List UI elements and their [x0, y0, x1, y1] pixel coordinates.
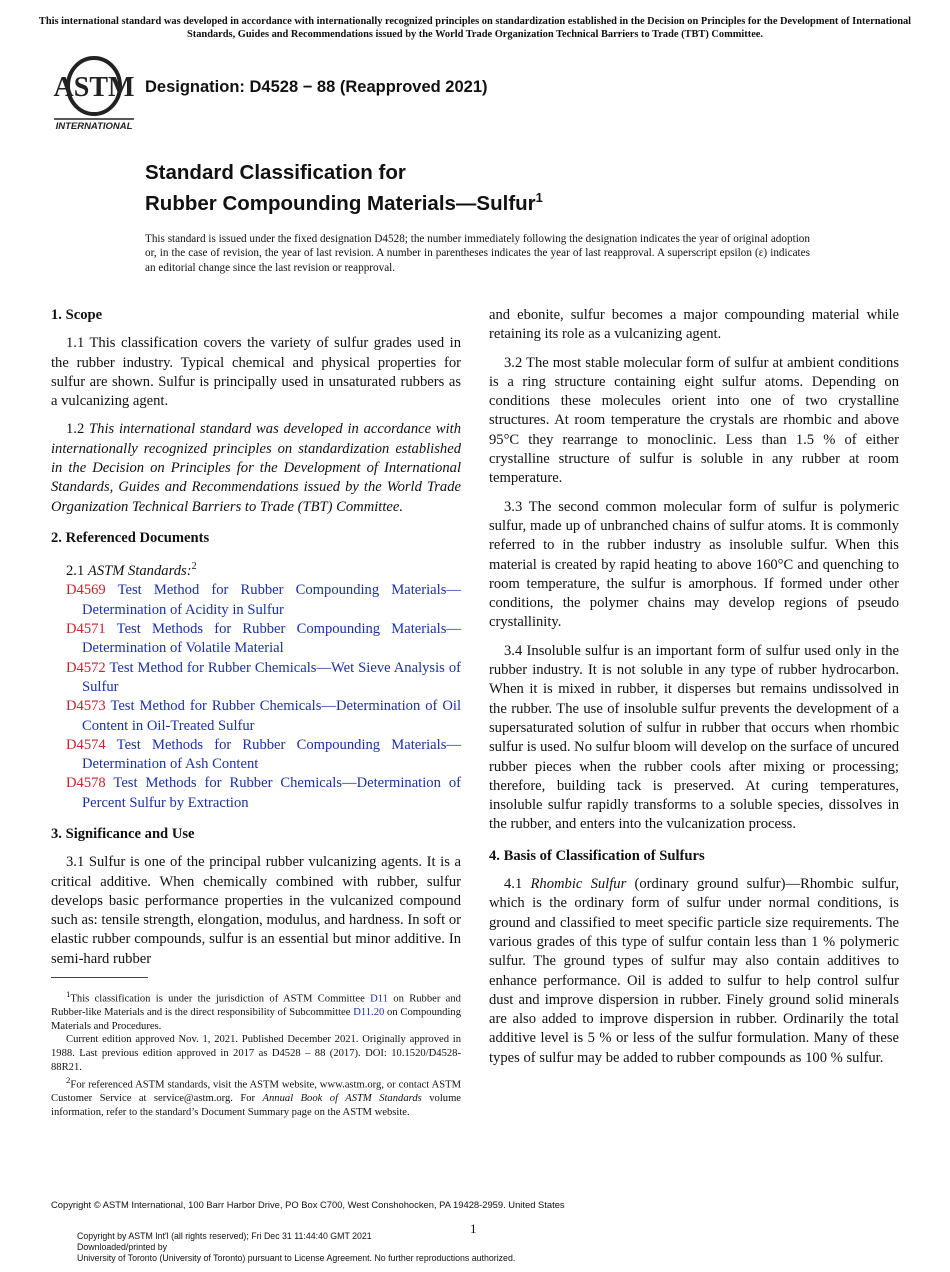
reference-item — [51, 774, 461, 813]
reference-title-link[interactable]: Test Methods for Rubber Chemicals—Determination of Percent Sulfur by Extraction — [82, 775, 461, 811]
reference-title-link[interactable]: Test Method for Rubber Compounding Materials—Determination of Acidity in Sulfur — [82, 582, 461, 618]
paragraph-1-2-number: 1.2 — [66, 421, 85, 438]
paragraph-3-1-continued: and ebonite, sulfur becomes a major compounding material while retaining its role as a vulcanizing agent. — [489, 307, 899, 343]
license-note — [77, 1231, 515, 1265]
reference-item — [51, 697, 461, 736]
designation: Designation: D4528 − 88 (Reapproved 2021) — [145, 78, 488, 96]
reference-list — [51, 581, 461, 813]
title-line2-text: Rubber Compounding Materials—Sulfur — [145, 191, 536, 215]
footnote-1-text-b: on Rubber and Rubber-like Materials and is the direct responsibility of Subcommittee — [51, 993, 461, 1019]
reference-code-link[interactable]: D4569 — [66, 582, 106, 599]
edition-note: Current edition approved Nov. 1, 2021. Published December 2021. Originally approved in 1988. Last previous edition approved in 2017 as D4528 – 88 (2017). DOI: 10.1520/D4528-88R21. — [51, 1034, 461, 1073]
section-4-heading: 4. Basis of Classification of Sulfurs — [489, 847, 705, 864]
license-line1: Copyright by ASTM Int'l (all rights reserved); Fri Dec 31 11:44:40 GMT 2021 — [77, 1231, 372, 1241]
left-column — [51, 306, 461, 969]
subsection-label: ASTM Standards: — [87, 563, 192, 580]
reference-item — [51, 736, 461, 775]
reference-code-link[interactable]: D4573 — [66, 698, 106, 715]
footnotes — [51, 988, 461, 1119]
paragraph-1-2-text: This international standard was developed in accordance with internationally recognized principles on standardization established in the Decision on Principles for the Development of International Standards, Guides and Recommendations issued by the World Trade Organization Technical Barriers to Trade (TBT) Committee. — [51, 421, 462, 515]
reference-code-link[interactable]: D4574 — [66, 736, 106, 753]
reference-title-link[interactable]: Test Method for Rubber Chemicals—Determination of Oil Content in Oil-Treated Sulfur — [82, 698, 461, 734]
paragraph-4-1-text: (ordinary ground sulfur)—Rhombic sulfur, which is the ordinary form of sulfur under normal conditions, is ground and classified to meet specific particle size requirements. The various grades of this type of sulfur contain less than 1 % polymeric sulfur. The ground types of sulfur may also contain additives to enhance performance. Oil is added to sulfur to help control sulfur dust and improve dispersion in rubber. Finely ground solid minerals are also added to improve dispersion in rubber. Ordinarily the total additive level is 5 % or less of the sulfur formulation. Many of these types of sulfur may be added to rubber compounds as 100 % sulfur. — [489, 876, 899, 1066]
section-2-heading: 2. Referenced Documents — [51, 529, 210, 546]
svg-text:ASTM: ASTM — [53, 72, 135, 103]
reference-title-link[interactable]: Test Method for Rubber Chemicals—Wet Sieve Analysis of Sulfur — [82, 659, 461, 695]
footnote-2 — [51, 1074, 461, 1119]
reference-item — [51, 581, 461, 620]
reference-item — [51, 620, 461, 659]
paragraph-3-4: 3.4 Insoluble sulfur is an important form of sulfur used only in the rubber industry. It is not soluble in any type of rubber hydrocarbon. When it is mixed in rubber, it disperses but remains undissolved in the rubber. The use of insoluble sulfur prevents the development of a supersaturated solution of sulfur in rubber that occurs when rhombic sulfur is used. No sulfur bloom will develop on the surface of uncured rubber pieces when the rubber cools after mixing or processing; therefore, building tack is preserved. At curing temperatures, insoluble sulfur rapidly transforms to a soluble species, dissolves in the rubber, and enters into the vulcanization process. — [489, 642, 899, 833]
footnote-2-italic: Annual Book of ASTM Standards — [262, 1093, 422, 1105]
paragraph-3-1: 3.1 Sulfur is one of the principal rubber vulcanizing agents. It is a critical additive. When chemically combined with rubber, sulfur develops basic performance properties in the vulcanized compound such as: tensile strength, elongation, modulus, and hardness. In soft or elastic rubber compounds, sulfur is an essential but minor additive. In semi-hard rubber — [51, 854, 461, 967]
footnote-1-text-a: This classification is under the jurisdiction of ASTM Committee — [70, 993, 365, 1005]
title-footnote-ref: 1 — [535, 190, 543, 205]
rhombic-sulfur-term: Rhombic Sulfur — [530, 876, 627, 893]
footnote-1-text-c: on Compounding Materials and Procedures. — [51, 1007, 462, 1032]
footnote-1-mark: 1 — [66, 989, 71, 999]
paragraph-3-3: 3.3 The second common molecular form of sulfur is polymeric sulfur, made up of unbranched chains of sulfur atoms. It is commonly referred to in the rubber industry as insoluble sulfur. When this material is created by rapid heating to above 160°C and quenching to room temperature, the sulfur is amorphous. If formed under other conditions, the polymer chains may develop regions of pseudo crystallinity. — [489, 498, 899, 631]
paragraph-4-1-number: 4.1 — [504, 876, 523, 893]
reference-code-link[interactable]: D4571 — [66, 621, 106, 638]
page-number: 1 — [470, 1221, 477, 1236]
footnote-2-text-b: volume information, refer to the standard’s Document Summary page on the ASTM website. — [51, 1093, 462, 1118]
footnote-divider — [51, 977, 148, 978]
right-column — [489, 306, 899, 1068]
svg-text:INTERNATIONAL: INTERNATIONAL — [55, 121, 133, 132]
reference-title-link[interactable]: Test Methods for Rubber Compounding Materials—Determination of Ash Content — [82, 736, 461, 773]
footnote-ref-2: 2 — [191, 561, 197, 573]
title-line2 — [145, 185, 543, 216]
copyright-line: Copyright © ASTM International, 100 Barr Harbor Drive, PO Box C700, West Conshohocken, PA 19428-2959. United States — [51, 1199, 565, 1210]
paragraph-4-1 — [489, 875, 899, 1068]
issued-note: This standard is issued under the fixed designation D4528; the number immediately following the designation indicates the year of original adoption or, in the case of revision, the year of last revision. A number in parentheses indicates the year of last reapproval. A superscript epsilon (ε) indicates an editorial change since the last revision or reapproval. — [145, 233, 810, 274]
astm-standards-label — [51, 557, 461, 581]
license-line3: University of Toronto (University of Toronto) pursuant to License Agreement. No further reproductions authorized. — [77, 1253, 516, 1264]
paragraph-1-2 — [51, 420, 461, 516]
footnote-2-mark: 2 — [66, 1075, 71, 1086]
paragraph-3-2: 3.2 The most stable molecular form of sulfur at ambient conditions is a ring structure containing eight sulfur atoms. Depending on conditions these molecules orient into one of two crystalline structures. At room temperature the crystals are rhombic and above 95°C they rearrange to monoclinic. Less than 1.5 % of either crystalline structure of sulfur is soluble in any rubber at room temperature. — [489, 354, 899, 487]
page-title — [145, 160, 543, 216]
section-1-heading: 1. Scope — [51, 307, 103, 323]
reference-code-link[interactable]: D4578 — [66, 775, 106, 792]
license-line2: Downloaded/printed by — [77, 1242, 167, 1253]
footnote-2-text-a: For referenced ASTM standards, visit the ASTM website, www.astm.org, or contact ASTM Customer Service at service@astm.org. For — [51, 1079, 461, 1105]
reference-item — [51, 659, 461, 698]
title-line1: Standard Classification for — [145, 161, 406, 184]
subsection-number: 2.1 — [66, 563, 85, 580]
paragraph-1-1: 1.1 This classification covers the variety of sulfur grades used in the rubber industry. Typical chemical and physical properties for sulfur are shown. Sulfur is principally used in unsaturated rubbers as a vulcanizing agent. — [51, 335, 461, 410]
committee-link[interactable]: D11 — [370, 993, 388, 1005]
subcommittee-link[interactable]: D11.20 — [353, 1007, 385, 1019]
footnote-1 — [51, 988, 461, 1033]
reference-code-link[interactable]: D4572 — [66, 659, 106, 676]
section-3-heading: 3. Significance and Use — [51, 825, 195, 842]
reference-title-link[interactable]: Test Methods for Rubber Compounding Materials—Determination of Volatile Material — [82, 621, 461, 657]
top-notice: This international standard was developed in accordance with internationally recognized principles on standardization established in the Decision on Principles for the Development of International Standards, Guides and Recommendations issued by the World Trade Organization Technical Barriers to Trade (TBT) Committee. — [38, 16, 912, 40]
astm-logo — [52, 56, 136, 132]
